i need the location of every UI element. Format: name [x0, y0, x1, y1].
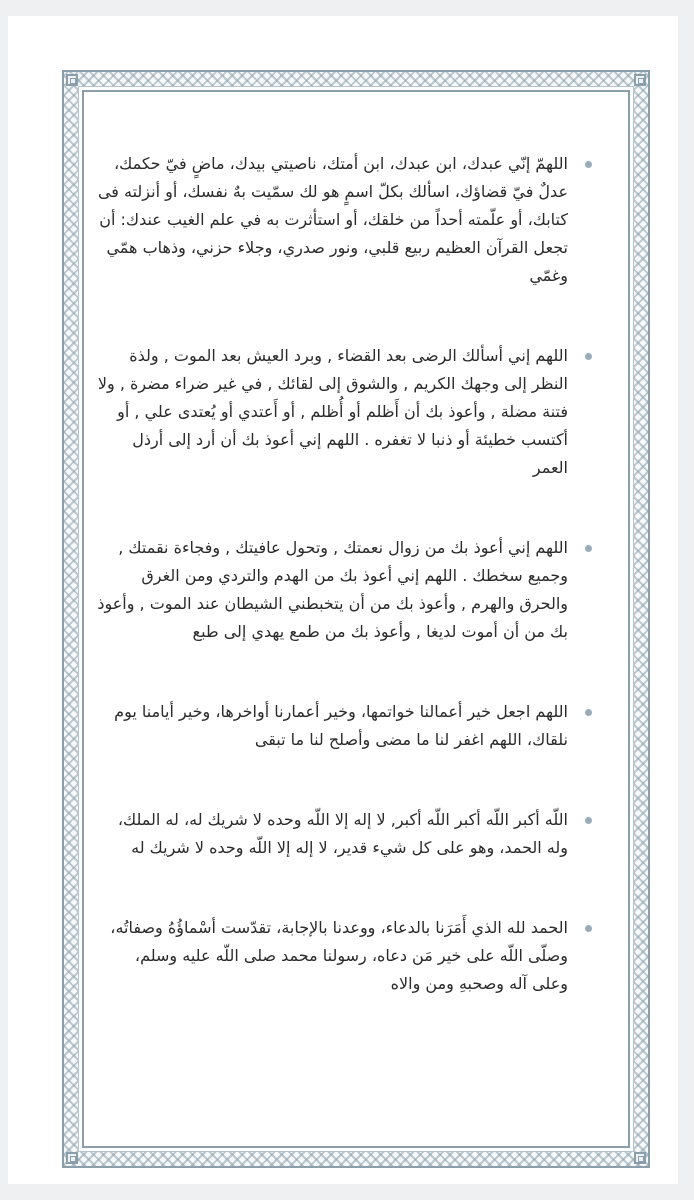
dua-item	[94, 534, 594, 646]
bullet-dot-icon	[585, 817, 592, 824]
bullet-dot-icon	[585, 925, 592, 932]
bullet-dot-icon	[585, 545, 592, 552]
dua-text: اللهم إني أسألك الرضى بعد القضاء , وبرد العيش بعد الموت , ولذة النظر إلى وجهك الكريم , والشوق إلى لقائك , في غير ضراء مضرة , ولا فتنة مضلة , وأعوذ بك أن أَظلم أو أُظلم , أو أَعتدي أو يُعتدى علي , أو أكتسب خطيئة أو ذنبا لا تغفره . اللهم إني أعوذ بك أن أرد إلى أرذل العمر	[97, 346, 568, 477]
dua-text: اللهم إني أعوذ بك من زوال نعمتك , وتحول عافيتك , وفجاءة نقمتك , وجميع سخطك . اللهم إني أعوذ بك من الهدم والتردي ومن الغرق والحرق والهرم , وأعوذ بك من أن يتخبطني الشيطان عند الموت , وأعوذ بك من أن أموت لديغا , وأعوذ بك من طمع يهدي إلى طبع	[97, 538, 568, 641]
dua-item	[94, 698, 594, 754]
bullet-dot-icon	[585, 161, 592, 168]
dua-item	[94, 150, 594, 290]
corner-ornament-icon	[634, 74, 646, 86]
dua-item	[94, 914, 594, 998]
corner-ornament-icon	[66, 1152, 78, 1164]
bullet-dot-icon	[585, 353, 592, 360]
dua-text: اللهمّ إنّي عبدك، ابن عبدك، ابن أمتك، ناصيتي بيدك، ماضٍ فيّ حكمك، عدلٌ فيّ قضاؤك، اسألك بكلّ اسمٍ هو لك سمّيت بهٌ نفسك، أو أنزلته فى كتابك، أو علّمته أحداً من خلقك، أو استأثرت به في علم الغيب عندك: أن تجعل القرآن العظيم ربيع قلبي، ونور صدري، وجلاء حزني، وذهاب همّي وغمّي	[97, 154, 568, 285]
dua-list	[94, 132, 594, 998]
corner-ornament-icon	[66, 74, 78, 86]
bullet-dot-icon	[585, 709, 592, 716]
dua-item	[94, 806, 594, 862]
dua-text: اللهم اجعل خير أعمالنا خواتمها، وخير أعمارنا أواخرها، وخير أيامنا يوم نلقاك، اللهم اغفر لنا ما مضى وأصلح لنا ما تبقى	[114, 702, 568, 749]
dua-item	[94, 342, 594, 482]
dua-text: الحمد لله الذي أَمَرَنا بالدعاء، ووعدنا بالإجابة، تقدّست أسْماؤُهُ وصفاتُه، وصلّى اللّه على خير مَن دعاه، رسولنا محمد صلى اللّه عليه وسلم، وعلى آله وصحبهِ ومن والاه	[110, 918, 568, 993]
corner-ornament-icon	[634, 1152, 646, 1164]
dua-text: اللّه أكبر اللّه أكبر اللّه أكبر, لا إله إلا اللّه وحده لا شريك له، له الملك، وله الحمد، وهو على كل شيء قدير، لا إله إلا اللّه وحده لا شريك له	[117, 810, 568, 857]
